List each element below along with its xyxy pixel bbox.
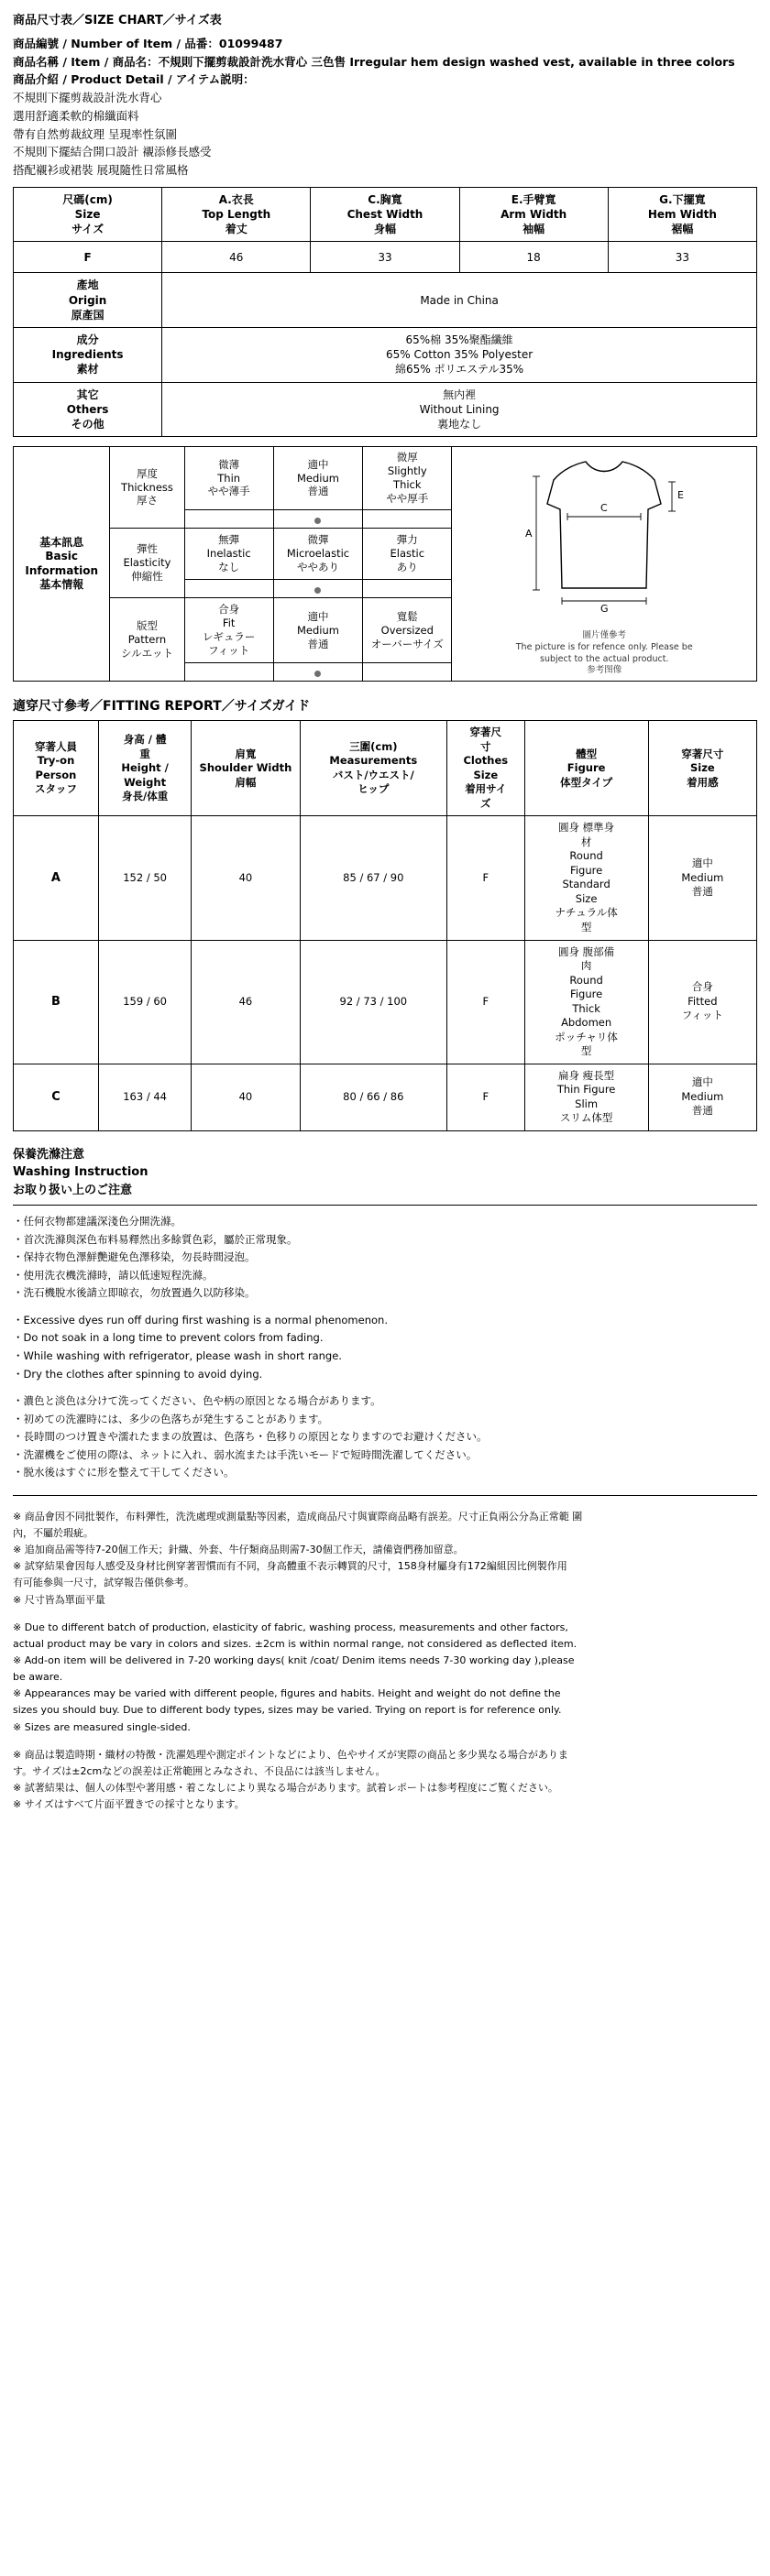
hem-width-value: 33 (608, 242, 756, 273)
fitting-c-feel-line2: Medium (681, 1089, 724, 1103)
note-cn-1: ※ 商品會因不同批製作，布料彈性，洗洗處理或測量點等因素，造成商品尺寸與實際商品略有誤差。尺寸正負兩公分為正常範 圍 (13, 1510, 583, 1523)
spacer (13, 1303, 757, 1312)
fitting-c-measurements: 80 / 66 / 86 (300, 1064, 447, 1130)
figure-type-line1: 體型 (576, 747, 598, 760)
basic-info-label-line4: 基本情報 (39, 578, 84, 592)
top-length-line1: A.衣長 (218, 192, 254, 206)
washing-instruction-section (13, 1146, 757, 1482)
pattern-option-fit (184, 598, 273, 663)
fitting-person-a: A (14, 816, 99, 940)
fitting-b-feel-line3: フィット (681, 1009, 723, 1022)
height-weight-line2: 重 (139, 747, 150, 760)
elasticity-label-line3: 伸縮性 (131, 569, 163, 583)
fitting-c-figure (524, 1064, 648, 1130)
tryon-person-line3: Person (35, 768, 77, 781)
tryon-person-line2: Try-on (37, 754, 75, 768)
thickness-medium-line3: 普通 (307, 485, 329, 498)
origin-value: Made in China (162, 273, 757, 328)
fitting-b-figure-line3: Round (569, 973, 603, 987)
size-col-header-line1: 尺碼(cm) (62, 192, 113, 206)
fitting-c-feel-line3: 普通 (691, 1104, 713, 1118)
fitting-a-figure-line7: ナチュラル体 (555, 906, 618, 920)
header-block (13, 13, 757, 180)
elasticity-marker-inelastic (184, 580, 273, 598)
fitting-a-figure-line2: 材 (580, 835, 592, 848)
washing-title-line2: Washing Instruction (13, 1165, 148, 1180)
fitting-b-figure-line2: 肉 (580, 959, 592, 973)
fitting-b-figure-line6: Abdomen (561, 1016, 612, 1030)
thickness-option-slightly-thick (363, 447, 452, 510)
fitting-b-figure-line5: Thick (572, 1001, 600, 1015)
pattern-medium-line3: 普通 (307, 637, 329, 650)
fitting-a-figure-line1: 圓身 標準身 (558, 821, 615, 835)
note-en-4: be aware. (13, 1671, 63, 1684)
table-row (14, 816, 757, 940)
note-en-2: actual product may be vary in colors and sizes. ±2cm is within normal range, not considered as deflected item. (13, 1637, 578, 1650)
note-jp-3: ※ 試著結果は、個人の体型や著用感・着こなしにより異なる場合があります。試着レポートは参考程度にご覧ください。 (13, 1781, 558, 1794)
thickness-thick-line1: 微厚 (396, 451, 418, 464)
clothes-size-header (447, 721, 524, 816)
thickness-medium-line2: Medium (296, 471, 339, 485)
fitting-b-figure (524, 940, 648, 1064)
shoulder-width-header (192, 721, 300, 816)
shoulder-width-line3: 肩幅 (235, 775, 257, 789)
washing-item-jp-2: ・初めての洗濯時には、多少の色落ちが発生することがあります。 (13, 1412, 329, 1425)
diagram-label-g: G (600, 603, 609, 616)
washing-item-jp-4: ・洗濯機をご使用の際は、ネットに入れ、弱水流または手洗いモードで短時間洗濯してください。 (13, 1447, 478, 1461)
elasticity-inelastic-line1: 無彈 (218, 533, 240, 547)
notes-chinese (13, 1509, 757, 1609)
item-number: 商品編號 / Number of Item / 品番：01099487 (13, 36, 283, 50)
note-en-1: ※ Due to different batch of production, elasticity of fabric, washing process, measurements and other factors, (13, 1621, 568, 1633)
height-weight-line4: Weight (124, 775, 167, 789)
diagram-label-c: C (600, 502, 608, 515)
measurements-header (300, 721, 447, 816)
basic-info-label-line3: Information (25, 563, 99, 577)
shoulder-width-line2: Shoulder Width (199, 761, 292, 775)
thickness-thick-line2: Slightly (387, 464, 427, 478)
selected-dot-icon (314, 587, 321, 594)
basic-information-section (13, 446, 757, 682)
product-detail-5: 搭配襯衫或裙裝 展現隨性日常風格 (13, 163, 189, 178)
clothes-size-line3: Clothes (463, 754, 509, 768)
washing-item-cn-5: ・洗石機脫水後請立即晾衣，勿放置過久以防移染。 (13, 1286, 256, 1300)
washing-item-cn-4: ・使用洗衣機洗滌時，請以低速短程洗滌。 (13, 1268, 214, 1282)
note-jp-2: す。サイズは±2cmなどの誤差は正常範囲とみなされ、不良品には該当しません。 (13, 1764, 386, 1777)
ingredients-value (162, 327, 757, 382)
note-en-3: ※ Add-on item will be delivered in 7-20 working days( knit /coat/ Denim items needs 7-30 working day ),please (13, 1654, 575, 1666)
washing-item-en-3: ・While washing with refrigerator, please wash in short range. (13, 1349, 342, 1363)
washing-title-line1: 保養洗滌注意 (13, 1147, 85, 1162)
pattern-option-medium (273, 598, 362, 663)
notes-japanese (13, 1747, 757, 1814)
thickness-thick-line4: やや厚手 (386, 491, 429, 505)
ingredients-value-line3: 綿65% ポリエステル35% (395, 363, 524, 377)
size-col-header-line3: サイズ (72, 223, 104, 236)
tryon-person-line1: 穿著人員 (34, 739, 77, 753)
thickness-marker-thin (184, 509, 273, 528)
fitting-c-figure-line2: Thin Figure (556, 1083, 616, 1097)
hem-width-line2: Hem Width (647, 208, 717, 222)
thickness-label-line3: 厚さ (136, 494, 158, 508)
pattern-label (110, 598, 184, 682)
basic-info-label-line2: Basic (45, 550, 79, 563)
hem-width-line1: G.下擺寬 (659, 192, 706, 206)
product-detail-4: 不規則下擺結合開口設計 襯添修長感受 (13, 145, 212, 159)
note-cn-3: ※ 追加商品需等待7-20個工作天；針織、外套、牛仔類商品則需7-30個工作天，請備資們務加留意。 (13, 1544, 464, 1556)
elasticity-elastic-line2: Elastic (390, 547, 425, 560)
clothes-size-line1: 穿著尺 (469, 726, 502, 739)
thickness-label (110, 447, 184, 529)
washing-item-cn-2: ・首次洗滌與深色布料易釋然出多餘質色彩，屬於正常現象。 (13, 1232, 298, 1246)
product-detail-1: 不規則下擺剪裁設計洗水背心 (13, 91, 162, 105)
thickness-thin-line3: やや薄手 (207, 485, 250, 498)
divider (13, 1205, 757, 1206)
thickness-option-thin (184, 447, 273, 510)
others-value-line1: 無内裡 (443, 387, 477, 401)
elasticity-micro-line2: Microelastic (286, 547, 350, 560)
table-row (14, 327, 757, 382)
fitting-b-feel-line1: 合身 (691, 980, 713, 994)
size-table-header-row (14, 187, 757, 242)
fitting-c-figure-line4: スリム体型 (559, 1111, 613, 1125)
height-weight-header (98, 721, 191, 816)
thickness-label-line1: 厚度 (136, 466, 158, 480)
tryon-person-header (14, 721, 99, 816)
chest-width-line1: C.胸寬 (368, 192, 402, 206)
washing-item-en-2: ・Do not soak in a long time to prevent colors from fading. (13, 1331, 324, 1345)
height-weight-line5: 身長/体重 (122, 790, 169, 803)
thickness-medium-line1: 適中 (307, 457, 329, 471)
fitting-a-feel-line3: 普通 (691, 885, 713, 899)
note-cn-6: ※ 尺寸皆為單面平量 (13, 1593, 105, 1606)
diagram-note-line4: 参考图像 (587, 665, 622, 676)
origin-label (14, 273, 162, 328)
clothes-size-line5: 着用サイ (465, 782, 507, 796)
others-label-line1: 其它 (76, 387, 99, 401)
garment-diagram-icon (467, 451, 742, 625)
chest-width-line2: Chest Width (346, 208, 424, 222)
fitting-c-height-weight: 163 / 44 (98, 1064, 191, 1130)
tryon-person-line4: スタッフ (34, 782, 77, 796)
basic-info-label (14, 447, 110, 682)
wearing-feel-line3: 着用感 (687, 775, 719, 789)
note-cn-4: ※ 試穿結果會因每人感受及身材比例穿著習慣而有不同，身高體重不表示轉買的尺寸，158身材屬身有172編組因比例製作用 (13, 1560, 567, 1573)
table-row (14, 273, 757, 328)
pattern-marker-medium (273, 663, 362, 682)
fitting-b-figure-line1: 圓身 腹部備 (558, 944, 615, 958)
ingredients-label (14, 327, 162, 382)
note-en-7: ※ Sizes are measured single-sided. (13, 1720, 191, 1733)
fitting-c-figure-line1: 扁身 瘦長型 (558, 1068, 615, 1082)
diagram-note-line1: 圖片僅參考 (582, 630, 626, 641)
figure-type-header (524, 721, 648, 816)
others-value-line3: 裏地なし (437, 417, 482, 431)
pattern-oversized-line1: 寬鬆 (396, 609, 418, 623)
arm-width-line1: E.手臂寬 (511, 192, 556, 206)
fitting-a-figure-line5: Standard (562, 878, 610, 891)
table-row (14, 1064, 757, 1130)
fitting-c-figure-line3: Slim (575, 1097, 599, 1110)
fitting-a-figure-line4: Figure (570, 863, 603, 877)
diagram-note-line2: The picture is for refence only. Please be (515, 641, 693, 652)
pattern-marker-fit (184, 663, 273, 682)
fitting-report-table (13, 720, 757, 1130)
others-label-line3: その他 (71, 417, 104, 431)
measurements-line2: Measurements (329, 754, 418, 768)
thickness-marker-medium (273, 509, 362, 528)
note-jp-4: ※ サイズはすべて片面平置きでの採寸となります。 (13, 1798, 245, 1811)
fitting-a-figure (524, 816, 648, 940)
figure-type-line3: 体型タイプ (560, 775, 613, 789)
wearing-feel-line2: Size (689, 761, 715, 775)
note-jp-1: ※ 商品は製造時期・織材の特徴・洗濯処理や測定ポイントなどにより、色やサイズが実際の商品と多少異なる場合がありま (13, 1748, 568, 1761)
fitting-a-feel-line1: 適中 (691, 857, 713, 870)
garment-diagram-cell (452, 447, 757, 682)
fitting-c-feel (648, 1064, 756, 1130)
elasticity-option-elastic (363, 528, 452, 579)
elasticity-label-line1: 彈性 (136, 542, 158, 556)
notes-english (13, 1620, 757, 1736)
fitting-a-figure-line8: 型 (580, 920, 592, 933)
note-cn-5: 有可能參與一尺寸，試穿報告僅供參考。 (13, 1577, 194, 1589)
elasticity-inelastic-line2: Inelastic (206, 547, 251, 560)
clothes-size-line2: 寸 (480, 739, 491, 753)
product-detail-3: 帶有自然剪裁紋理 呈現率性氛圍 (13, 126, 177, 141)
washing-item-cn-1: ・任何衣物都建議深淺色分開洗滌。 (13, 1215, 182, 1228)
ingredients-label-line1: 成分 (76, 333, 99, 346)
fitting-person-b: B (14, 940, 99, 1064)
pattern-fit-line2: Fit (222, 617, 236, 630)
diagram-note-line3: subject to the actual product. (540, 653, 669, 664)
washing-item-cn-3: ・保持衣物色澤鮮艷避免色澤移染，勿長時間浸泡。 (13, 1250, 256, 1264)
elasticity-elastic-line1: 彈力 (396, 533, 418, 547)
others-label (14, 382, 162, 437)
fitting-b-shoulder: 46 (192, 940, 300, 1064)
elasticity-marker-micro (273, 580, 362, 598)
washing-item-en-1: ・Excessive dyes run off during first washing is a normal phenomenon. (13, 1313, 388, 1326)
pattern-oversized-line3: オーバーサイズ (370, 637, 444, 650)
item-name: 商品名稱 / Item / 商品名：不規則下擺剪裁設計洗水背心 三色售 Irregular hem design washed vest, available in three colors (13, 54, 735, 69)
fitting-c-size: F (447, 1064, 524, 1130)
pattern-fit-line1: 合身 (218, 603, 240, 617)
fitting-b-figure-line7: ポッチャリ体 (555, 1030, 618, 1043)
measurements-line3: バスト/ウエスト/ (332, 768, 414, 781)
fitting-b-figure-line8: 型 (580, 1044, 592, 1058)
washing-title-line3: お取り扱い上のご注意 (13, 1183, 133, 1197)
table-row (14, 382, 757, 437)
measurements-line4: ヒップ (358, 782, 390, 796)
origin-label-line3: 原產国 (71, 308, 104, 322)
fitting-b-feel (648, 940, 756, 1064)
size-value-f: F (14, 242, 162, 273)
fitting-b-measurements: 92 / 73 / 100 (300, 940, 447, 1064)
chest-width-value: 33 (311, 242, 459, 273)
elasticity-marker-elastic (363, 580, 452, 598)
measurements-line1: 三圍(cm) (349, 739, 398, 753)
divider (13, 1495, 757, 1496)
arm-width-line2: Arm Width (500, 208, 567, 222)
pattern-marker-oversized (363, 663, 452, 682)
others-value-line2: Without Lining (419, 402, 500, 416)
origin-label-line1: 產地 (76, 278, 99, 292)
page-title: 商品尺寸表／SIZE CHART／サイズ表 (13, 14, 222, 27)
size-measurement-table (13, 187, 757, 437)
note-cn-2: 內，不屬於瑕疵。 (13, 1526, 94, 1539)
fitting-b-feel-line2: Fitted (688, 994, 718, 1008)
wearing-feel-header (648, 721, 756, 816)
pattern-medium-line2: Medium (296, 623, 339, 637)
fitting-report-title: 適穿尺寸參考／FITTING REPORT／サイズガイド (13, 699, 311, 715)
basic-info-label-line1: 基本訊息 (39, 535, 84, 549)
elasticity-option-microelastic (273, 528, 362, 579)
table-row (14, 447, 757, 510)
fitting-a-measurements: 85 / 67 / 90 (300, 816, 447, 940)
thickness-thick-line3: Thick (393, 477, 422, 491)
diagram-label-e: E (677, 489, 685, 502)
height-weight-line1: 身高 / 體 (123, 733, 167, 747)
selected-dot-icon (314, 518, 321, 524)
thickness-label-line2: Thickness (121, 480, 173, 494)
thickness-marker-thick (363, 509, 452, 528)
ingredients-label-line3: 素材 (76, 363, 99, 377)
table-row (14, 940, 757, 1064)
fitting-a-feel-line2: Medium (681, 870, 724, 884)
fitting-b-figure-line4: Figure (570, 988, 603, 1001)
arm-width-col-header (459, 187, 608, 242)
wearing-feel-line1: 穿著尺寸 (681, 747, 724, 760)
fitting-a-feel (648, 816, 756, 940)
thickness-thin-line1: 微薄 (218, 457, 240, 471)
shoulder-width-line1: 肩寬 (235, 747, 257, 760)
diagram-label-a: A (525, 528, 533, 540)
others-value (162, 382, 757, 437)
clothes-size-line4: Size (473, 768, 499, 781)
height-weight-line3: Height / (121, 761, 169, 775)
chest-width-line3: 身幅 (373, 223, 396, 236)
thickness-thin-line2: Thin (217, 471, 241, 485)
elasticity-micro-line1: 微彈 (307, 533, 329, 547)
pattern-fit-line4: フィット (208, 644, 250, 658)
ingredients-value-line1: 65%棉 35%聚酯纖維 (405, 333, 513, 346)
fitting-c-feel-line1: 適中 (691, 1075, 713, 1089)
fitting-a-height-weight: 152 / 50 (98, 816, 191, 940)
others-label-line2: Others (66, 402, 109, 416)
fitting-b-size: F (447, 940, 524, 1064)
spacer (13, 1383, 757, 1392)
washing-item-jp-3: ・長時間のつけ置きや濡れたままの放置は、色落ち・色移りの原因となりますのでお避けください。 (13, 1430, 488, 1444)
pattern-option-oversized (363, 598, 452, 663)
note-en-6: sizes you should buy. Due to different body types, sizes may be varied. Trying on report is for reference only. (13, 1704, 562, 1717)
pattern-medium-line1: 適中 (307, 609, 329, 623)
clothes-size-line6: ズ (480, 796, 491, 810)
arm-width-value: 18 (459, 242, 608, 273)
ingredients-label-line2: Ingredients (51, 348, 124, 362)
chest-width-col-header (311, 187, 459, 242)
diagram-note (454, 630, 754, 677)
figure-type-line2: Figure (566, 761, 606, 775)
elasticity-micro-line3: ややあり (296, 560, 339, 573)
basic-information-table (13, 446, 757, 682)
fitting-person-c: C (14, 1064, 99, 1130)
fitting-header-row (14, 721, 757, 816)
product-detail-label: 商品介紹 / Product Detail / アイテム説明： (13, 72, 255, 87)
ingredients-value-line2: 65% Cotton 35% Polyester (386, 348, 534, 362)
size-col-header-line2: Size (74, 208, 101, 222)
fitting-a-shoulder: 40 (192, 816, 300, 940)
pattern-label-line3: シルエット (120, 646, 173, 660)
top-length-value: 46 (162, 242, 311, 273)
size-col-header (14, 187, 162, 242)
pattern-oversized-line2: Oversized (380, 623, 434, 637)
top-length-col-header (162, 187, 311, 242)
origin-label-line2: Origin (68, 293, 107, 307)
fitting-a-figure-line3: Round (569, 849, 603, 863)
hem-width-col-header (608, 187, 756, 242)
washing-item-en-4: ・Dry the clothes after spinning to avoid dying. (13, 1367, 263, 1381)
fitting-c-shoulder: 40 (192, 1064, 300, 1130)
pattern-fit-line3: レギュラー (202, 630, 256, 644)
top-length-line3: 着丈 (225, 223, 248, 236)
top-length-line2: Top Length (202, 208, 271, 222)
washing-item-jp-5: ・脱水後はすぐに形を整えて干してください。 (13, 1466, 235, 1479)
product-detail-2: 選用舒適柔軟的棉纖面料 (13, 108, 139, 123)
thickness-option-medium (273, 447, 362, 510)
elasticity-inelastic-line3: なし (218, 560, 240, 573)
fitting-a-size: F (447, 816, 524, 940)
elasticity-label (110, 528, 184, 597)
elasticity-option-inelastic (184, 528, 273, 579)
arm-width-line3: 袖幅 (522, 223, 545, 236)
table-row (14, 242, 757, 273)
selected-dot-icon (314, 671, 321, 677)
elasticity-label-line2: Elasticity (123, 556, 171, 569)
disclaimer-notes-section (13, 1509, 757, 1813)
washing-item-jp-1: ・濃色と淡色は分けて洗ってください、色や柄の原因となる場合があります。 (13, 1394, 381, 1408)
note-en-5: ※ Appearances may be varied with different people, figures and habits. Height and weight do not define the (13, 1687, 561, 1700)
elasticity-elastic-line3: あり (396, 560, 418, 573)
fitting-b-height-weight: 159 / 60 (98, 940, 191, 1064)
pattern-label-line2: Pattern (127, 632, 167, 646)
pattern-label-line1: 版型 (136, 618, 158, 632)
fitting-a-figure-line6: Size (575, 891, 598, 905)
hem-width-line3: 裾幅 (671, 223, 694, 236)
